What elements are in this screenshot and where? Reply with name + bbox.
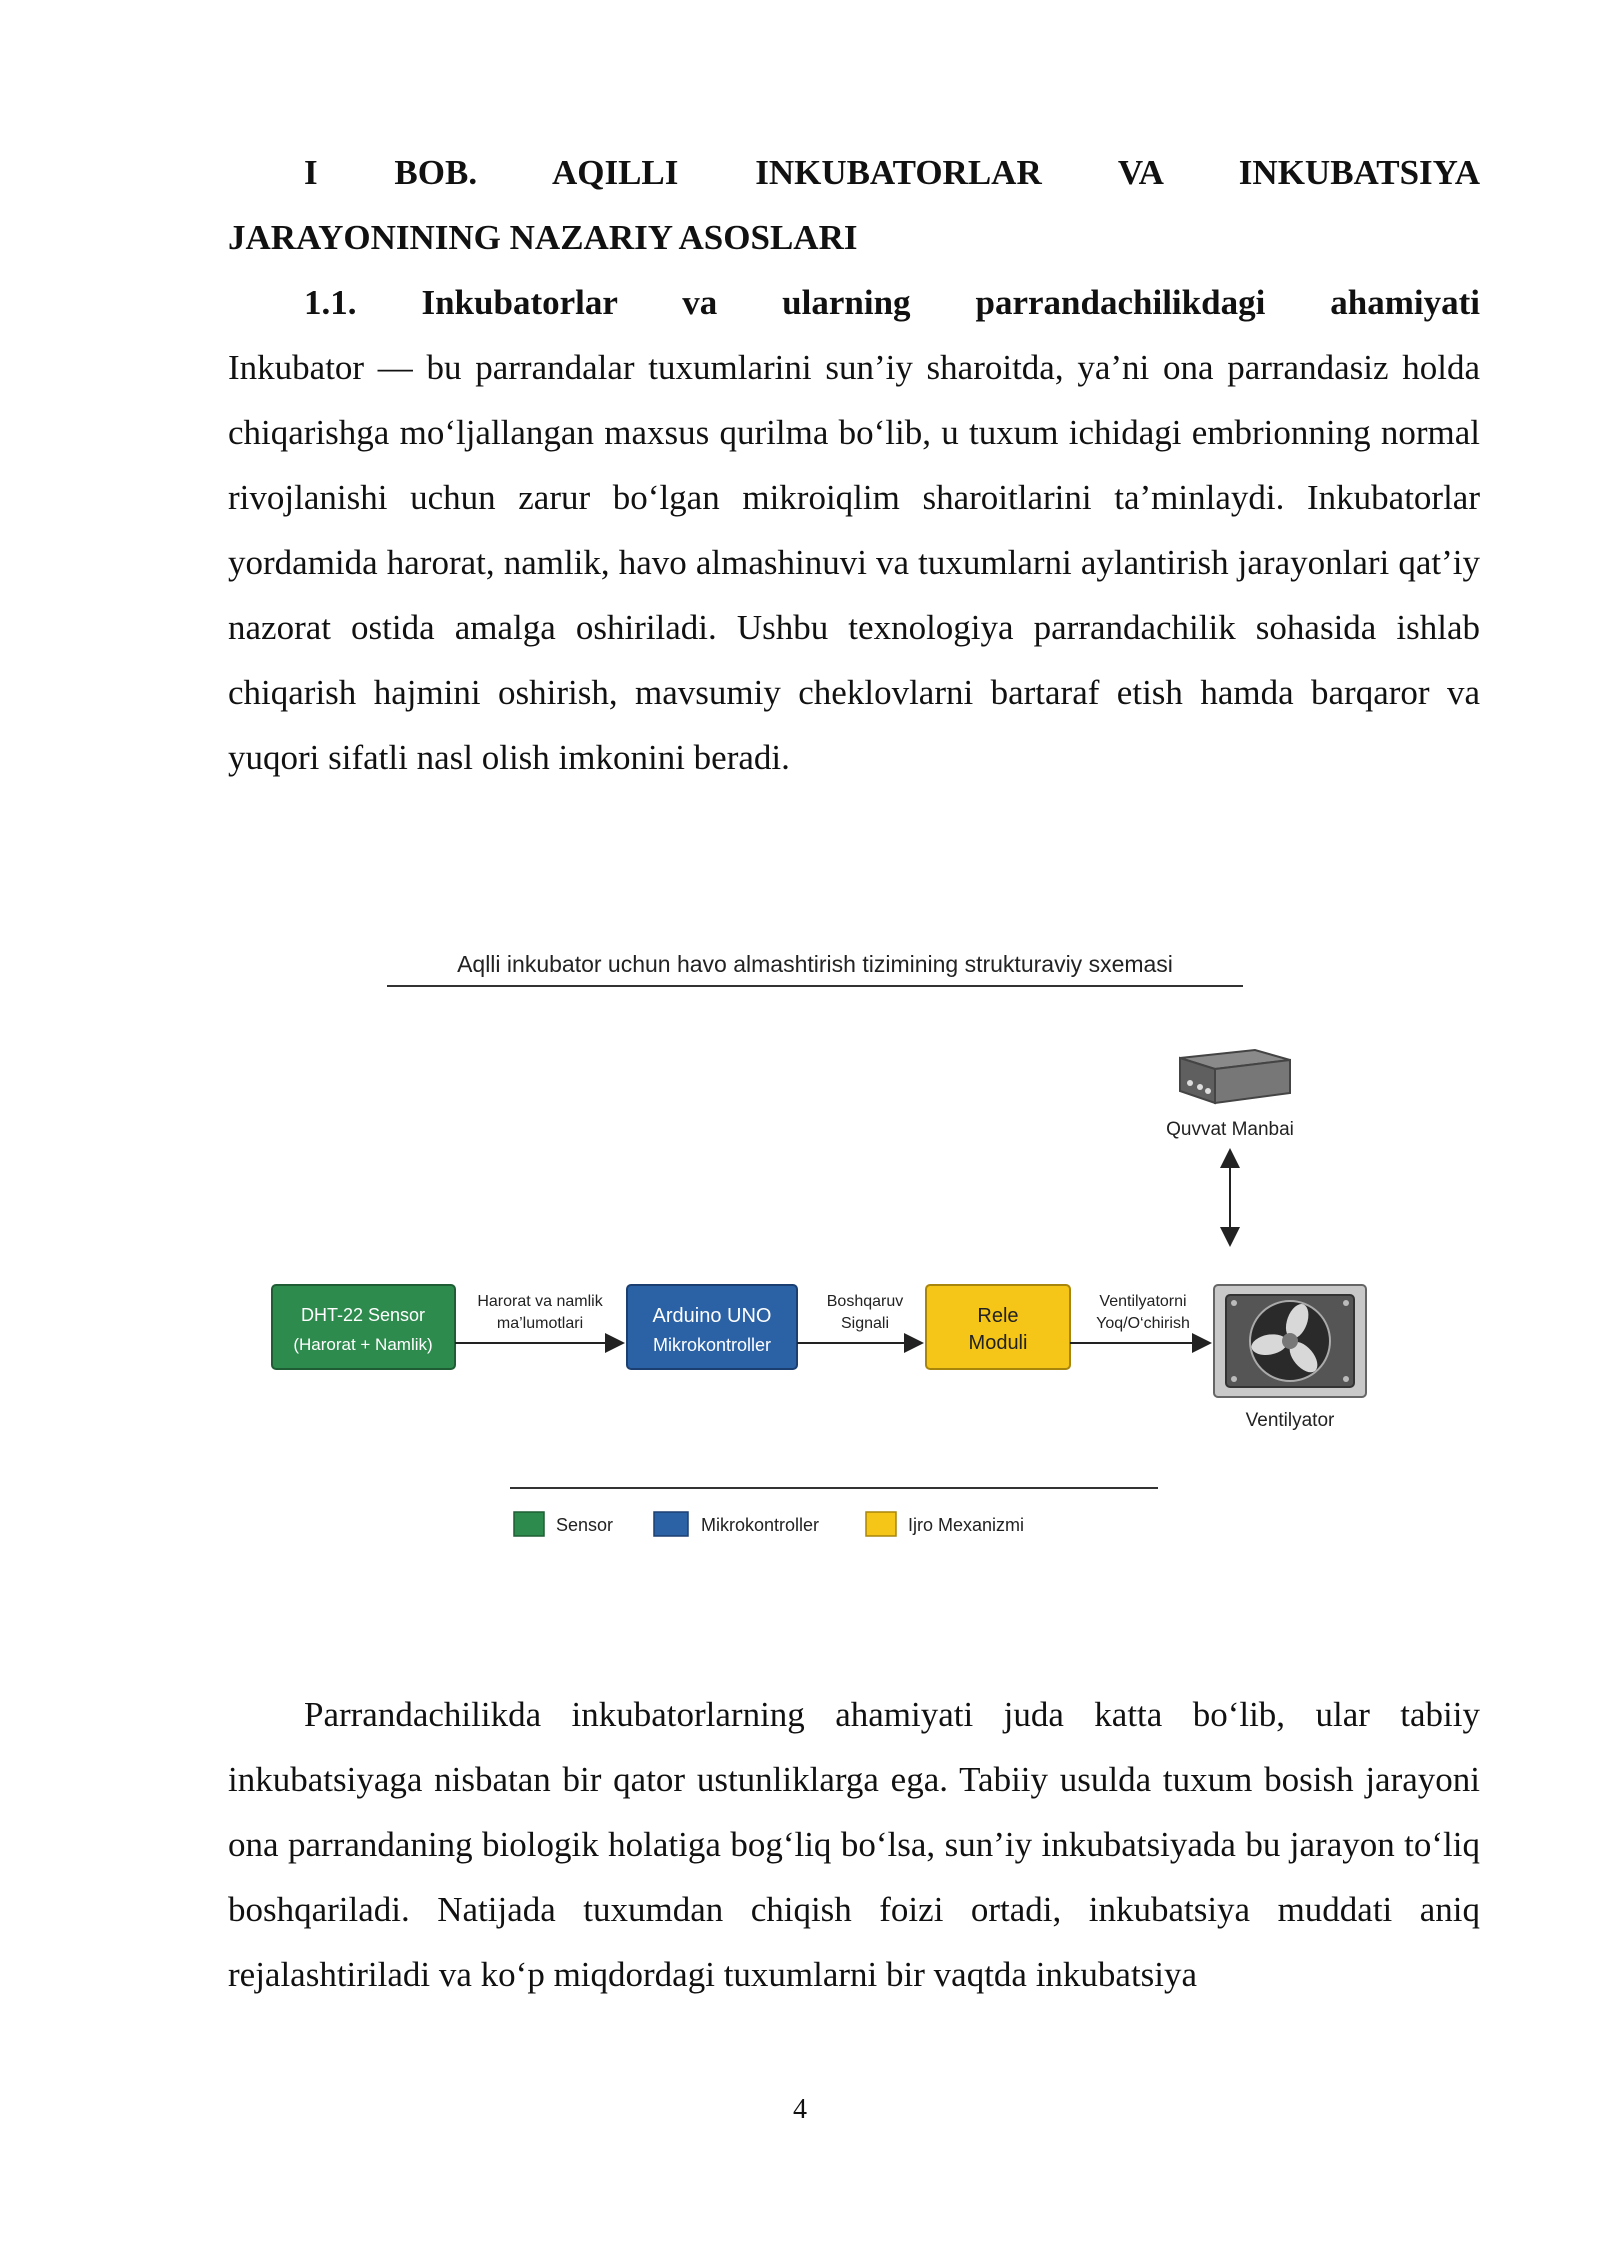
intro-text <box>228 140 1480 790</box>
controller-label-line1: Arduino UNO <box>652 1305 772 1327</box>
legend-swatch-sensor <box>514 1512 544 1536</box>
legend-swatch-actuator <box>866 1512 896 1536</box>
relay-block <box>926 1285 1070 1369</box>
diagram-svg <box>260 940 1380 1580</box>
power-supply-icon <box>1180 1050 1290 1103</box>
data-arrow-label-line1: Harorat va namlik <box>477 1293 603 1310</box>
section-heading: 1.1. Inkubatorlar va ularning parrandachilikdagi ahamiyati <box>304 283 1480 322</box>
sensor-label-line1: DHT-22 Sensor <box>300 1305 426 1325</box>
figure-title: Aqlli inkubator uchun havo almashtirish tizimining strukturaviy sxemasi <box>457 951 1173 977</box>
controller-label-line2: Mikrokontroller <box>652 1335 772 1355</box>
legend-label-actuator: Ijro Mexanizmi <box>908 1515 1025 1535</box>
legend-label-controller: Mikrokontroller <box>701 1515 820 1535</box>
legend-swatch-controller <box>654 1512 688 1536</box>
fan-label: Ventilyator <box>1245 1410 1335 1431</box>
paragraph-advantages: Parrandachilikda inkubatorlarning ahamiyati juda katta bo‘lib, ular tabiiy inkubatsiyaga nisbatan bir qator ustunliklarga ega. Tabiiy usulda tuxum bosish jarayoni ona parrandaning biologik holatiga bog‘liq bo‘lsa, sun’iy inkubatsiyada bu jarayon to‘liq boshqariladi. Natijada tuxumdan chiqish foizi ortadi, inkubatsiya muddati aniq rejalashtiriladi va ko‘p miqdordagi tuxumlarni bir vaqtda inkubatsiya <box>228 1695 1480 1994</box>
structural-diagram <box>260 940 1380 1580</box>
control-arrow-label-line1: Boshqaruv <box>826 1293 904 1310</box>
relay-label-line2: Moduli <box>968 1332 1028 1354</box>
fan-arrow-label-line2: Yoq/O‘chirish <box>1096 1315 1190 1332</box>
controller-block <box>627 1285 797 1369</box>
paragraph-intro: Inkubator — bu parrandalar tuxumlarini sun’iy sharoitda, ya’ni ona parrandasiz holda chiqarishga mo‘ljallangan maxsus qurilma bo‘lib, u tuxum ichidagi embrionning normal rivojlanishi uchun zarur bo‘lgan mikroiqlim sharoitlarini ta’minlaydi. Inkubatorlar yordamida harorat, namlik, havo almashinuvi va tuxumlarni aylantirish jarayonlari qat’iy nazorat ostida amalga oshiriladi. Ushbu texnologiya parrandachilik sohasida ishlab chiqarish hajmini oshirish, mavsumiy cheklovlarni bartaraf etish hamda barqaror va yuqori sifatli nasl olish imkonini beradi. <box>228 348 1480 777</box>
control-arrow-label-line2: Signali <box>840 1315 890 1332</box>
fan-arrow-label-line1: Ventilyatorni <box>1099 1293 1187 1310</box>
fan-icon <box>1214 1285 1366 1397</box>
sensor-block <box>272 1285 455 1369</box>
power-supply-label: Quvvat Manbai <box>1166 1119 1294 1140</box>
relay-label-line1: Rele <box>977 1305 1019 1327</box>
legend-label-sensor: Sensor <box>556 1515 614 1535</box>
chapter-heading-line1: I BOB. AQILLI INKUBATORLAR VA INKUBATSIYA <box>304 153 1480 192</box>
body-text <box>228 1682 1480 2007</box>
data-arrow-label-line2: ma’lumotlari <box>496 1315 584 1332</box>
sensor-label-line2: (Harorat + Namlik) <box>293 1335 433 1354</box>
chapter-heading-line2: JARAYONINING NAZARIY ASOSLARI <box>228 218 858 257</box>
page-number: 4 <box>793 2094 807 2125</box>
